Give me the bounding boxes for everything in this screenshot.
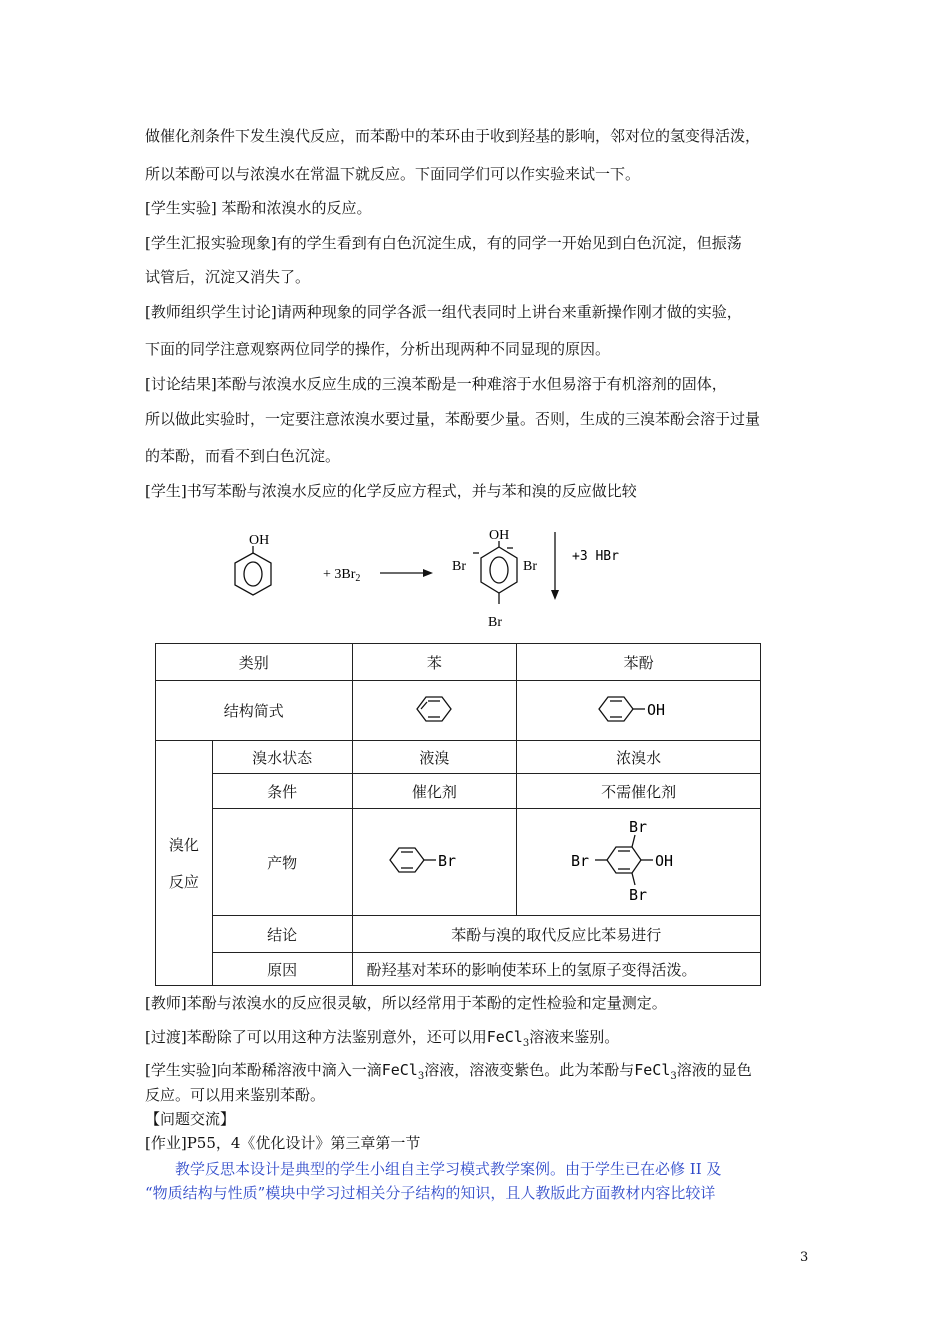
reaction-arrow: [380, 569, 433, 577]
br-left-label: Br: [452, 559, 466, 574]
byproduct-label: +3 HBr: [572, 549, 619, 564]
fecl3-formula: FeCl: [486, 1028, 523, 1046]
reagent-label: + $3Br_2$: [323, 567, 361, 584]
after-para-1: [教师]苯酚与浓溴水的反应很灵敏，所以经常用于苯酚的定性检验和定量测定。: [145, 994, 667, 1012]
precipitate-arrow: [551, 532, 559, 600]
group-label-line-2: 反应: [168, 873, 199, 891]
tbp-oh: OH: [654, 852, 673, 870]
reason-text: 酚羟基对苯环的影响使苯环上的氢原子变得活泼。: [352, 953, 761, 986]
para-3: [学生实验] 苯酚和浓溴水的反应。: [145, 199, 372, 217]
fecl3-formula-2: FeCl: [381, 1061, 418, 1079]
fecl3-subscript-2: 3: [417, 1071, 425, 1082]
phenol-oh-label: OH: [249, 533, 270, 548]
header-category: 类别: [156, 644, 353, 681]
phenol-structure-drawing: [589, 691, 689, 727]
para-6: [教师组织学生讨论]请两种现象的同学各派一组代表同时上讲台来重新操作刚才做的实验，: [145, 303, 742, 321]
reflection-line-2: “物质结构与性质”模块中学习过相关分子结构的知识，且人教版此方面教材内容比较详: [145, 1184, 716, 1202]
benzene-product: [352, 809, 517, 916]
row-product-label: 产物: [212, 809, 352, 916]
para-7: 下面的同学注意观察两位同学的操作，分析出现两种不同显现的原因。: [145, 340, 611, 358]
phenol-structure-cell: [517, 681, 761, 741]
br-bottom-label: Br: [488, 615, 502, 630]
comparison-table: [155, 643, 761, 986]
group-bromination-reaction: [156, 741, 213, 986]
row-bromine-state-label: 溴水状态: [212, 741, 352, 774]
tbp-br-top: Br: [628, 818, 647, 836]
tbp-br-left: Br: [570, 852, 589, 870]
reflection-line-1: 教学反思本设计是典型的学生小组自主学习模式教学案例。由于学生已在必修 II 及: [175, 1160, 722, 1178]
reaction-equation: [215, 520, 655, 635]
after-para-3-mid: 溶液，溶液变紫色。此为苯酚与: [424, 1061, 635, 1079]
tribromophenol-structure: [473, 541, 517, 604]
benzene-bromine-state: 液溴: [352, 741, 517, 774]
homework-line: [作业]P55，4《优化设计》第三章第一节: [145, 1134, 421, 1152]
row-structure-label: 结构简式: [156, 681, 353, 741]
benzene-condition: 催化剂: [352, 774, 517, 809]
para-9: 所以做此实验时，一定要注意浓溴水要过量，苯酚要少量。否则，生成的三溴苯酚会溶于过量: [145, 410, 761, 428]
row-reason-label: 原因: [212, 953, 352, 986]
para-11: [学生]书写苯酚与浓溴水反应的化学反应方程式，并与苯和溴的反应做比较: [145, 482, 637, 500]
benzene-structure-drawing: [409, 691, 459, 727]
para-8: [讨论结果]苯酚与浓溴水反应生成的三溴苯酚是一种难溶于水但易溶于有机溶剂的固体，: [145, 375, 727, 393]
phenol-bromine-state: 浓溴水: [517, 741, 761, 774]
fecl3-subscript: 3: [522, 1038, 530, 1049]
tribromophenol-table-drawing: [569, 815, 709, 905]
phenol-structure-oh: OH: [646, 700, 665, 719]
para-4: [学生汇报实验现象]有的学生看到有白色沉淀生成，有的同学一开始见到白色沉淀，但振荡: [145, 234, 742, 252]
para-5: 试管后，沉淀又消失了。: [145, 268, 311, 286]
after-para-4: 反应。可以用来鉴别苯酚。: [145, 1086, 326, 1104]
after-para-2: [145, 1027, 619, 1054]
tbp-br-bottom: Br: [628, 886, 647, 904]
row-conclusion-label: 结论: [212, 916, 352, 953]
phenol-condition: 不需催化剂: [517, 774, 761, 809]
section-heading-problem-exchange: 【问题交流】: [145, 1110, 236, 1128]
phenol-product: [517, 809, 761, 916]
benzene-structure: [352, 681, 517, 741]
after-para-2-post: 溶液来鉴别。: [529, 1028, 620, 1046]
conclusion-text: 苯酚与溴的取代反应比苯易进行: [352, 916, 761, 953]
fecl3-subscript-3: 3: [670, 1071, 677, 1082]
after-para-3-post: 溶液的显色: [676, 1061, 752, 1079]
row-condition-label: 条件: [212, 774, 352, 809]
header-phenol: 苯酚: [517, 644, 761, 681]
br-right-label: Br: [523, 559, 537, 574]
phenol-structure: [235, 546, 271, 595]
bromobenzene-drawing: [384, 842, 484, 878]
after-para-3: [145, 1060, 752, 1087]
header-benzene: 苯: [352, 644, 517, 681]
after-para-3-pre: [学生实验]向苯酚稀溶液中滴入一滴: [145, 1061, 382, 1079]
para-10: 的苯酚，而看不到白色沉淀。: [145, 447, 341, 465]
after-para-2-pre: [过渡]苯酚除了可以用这种方法鉴别意外，还可以用: [145, 1028, 487, 1046]
bromobenzene-br: Br: [438, 852, 457, 870]
product-oh-label: OH: [489, 528, 510, 543]
group-label-line-1: 溴化: [168, 836, 199, 854]
para-2: 所以苯酚可以与浓溴水在常温下就反应。下面同学们可以作实验来试一下。: [145, 165, 641, 183]
para-1: 做催化剂条件下发生溴代反应，而苯酚中的苯环由于收到羟基的影响，邻对位的氢变得活泼，: [145, 127, 761, 145]
page-number: 3: [800, 1250, 809, 1265]
fecl3-formula-3: FeCl: [634, 1061, 671, 1079]
